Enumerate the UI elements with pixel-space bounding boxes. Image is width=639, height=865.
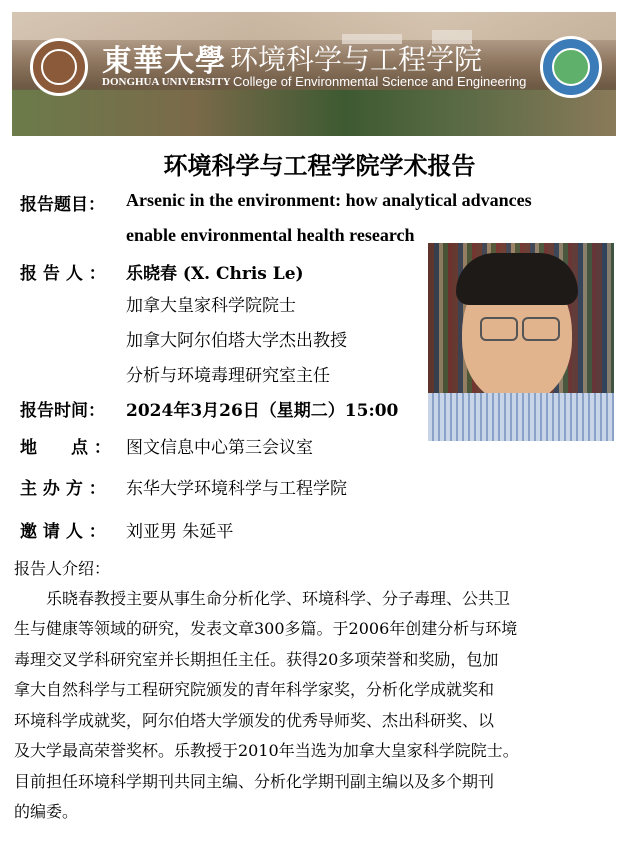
speaker-title-3: 分析与环境毒理研究室主任 <box>126 366 330 386</box>
speaker-name: 乐晓春 (X. Chris Le) <box>126 264 304 284</box>
place-value: 图文信息中心第三会议室 <box>126 438 313 458</box>
intro-line: 及大学最高荣誉奖杯。乐教授于2010年当选为加拿大皇家科学院院士。 <box>14 741 519 760</box>
speaker-title-2: 加拿大阿尔伯塔大学杰出教授 <box>126 331 347 351</box>
topic-line-2: enable environmental health research <box>126 225 415 245</box>
university-name-cn: 東華大學 <box>102 44 226 79</box>
inviter-label: 邀 请 人 ： <box>20 522 106 542</box>
intro-line: 拿大自然科学与工程研究院颁发的青年科学家奖，分析化学成就奖和 <box>14 680 495 699</box>
intro-line: 乐晓春教授主要从事生命分析化学、环境科学、分子毒理、公共卫 <box>14 589 511 608</box>
topic-line-1: Arsenic in the environment: how analytical advances <box>126 190 532 210</box>
speaker-hair <box>456 253 578 305</box>
university-name-en: DONGHUA UNIVERSITY <box>102 76 231 88</box>
speaker-photo <box>428 243 614 441</box>
topic-label: 报告题目： <box>20 195 105 215</box>
glasses-lens <box>480 317 518 341</box>
college-name-en: College of Environmental Science and Engineering <box>233 74 527 89</box>
inviter-value: 刘亚男 朱延平 <box>126 522 234 542</box>
intro-line: 毒理交叉学科研究室并长期担任主任。获得20多项荣誉和奖励，包加 <box>14 650 499 669</box>
time-value: 2024年3月26日（星期二）15:00 <box>126 401 399 421</box>
intro-line: 目前担任环境科学期刊共同主编、分析化学期刊副主编以及多个期刊 <box>14 772 495 791</box>
college-name-cn: 环境科学与工程学院 <box>230 43 483 76</box>
intro-heading: 报告人介绍： <box>14 559 111 578</box>
time-label: 报告时间： <box>20 401 105 421</box>
speaker-shirt <box>428 393 614 441</box>
speaker-title-1: 加拿大皇家科学院院士 <box>126 296 296 316</box>
banner-ground <box>12 90 616 136</box>
host-value: 东华大学环境科学与工程学院 <box>126 479 347 499</box>
speaker-label: 报 告 人 ： <box>20 264 106 284</box>
intro-line: 环境科学成就奖，阿尔伯塔大学颁发的优秀导师奖、杰出科研奖、以 <box>14 711 495 730</box>
place-label: 地 点 ： <box>20 438 111 458</box>
college-logo <box>540 36 602 98</box>
page-title: 环境科学与工程学院学术报告 <box>163 151 476 180</box>
intro-line: 生与健康等领域的研究，发表文章300多篇。于2006年创建分析与环境 <box>14 619 518 638</box>
donghua-university-logo <box>30 38 88 96</box>
host-label: 主 办 方 ： <box>20 479 106 499</box>
intro-line: 的编委。 <box>14 802 79 821</box>
glasses-lens <box>522 317 560 341</box>
